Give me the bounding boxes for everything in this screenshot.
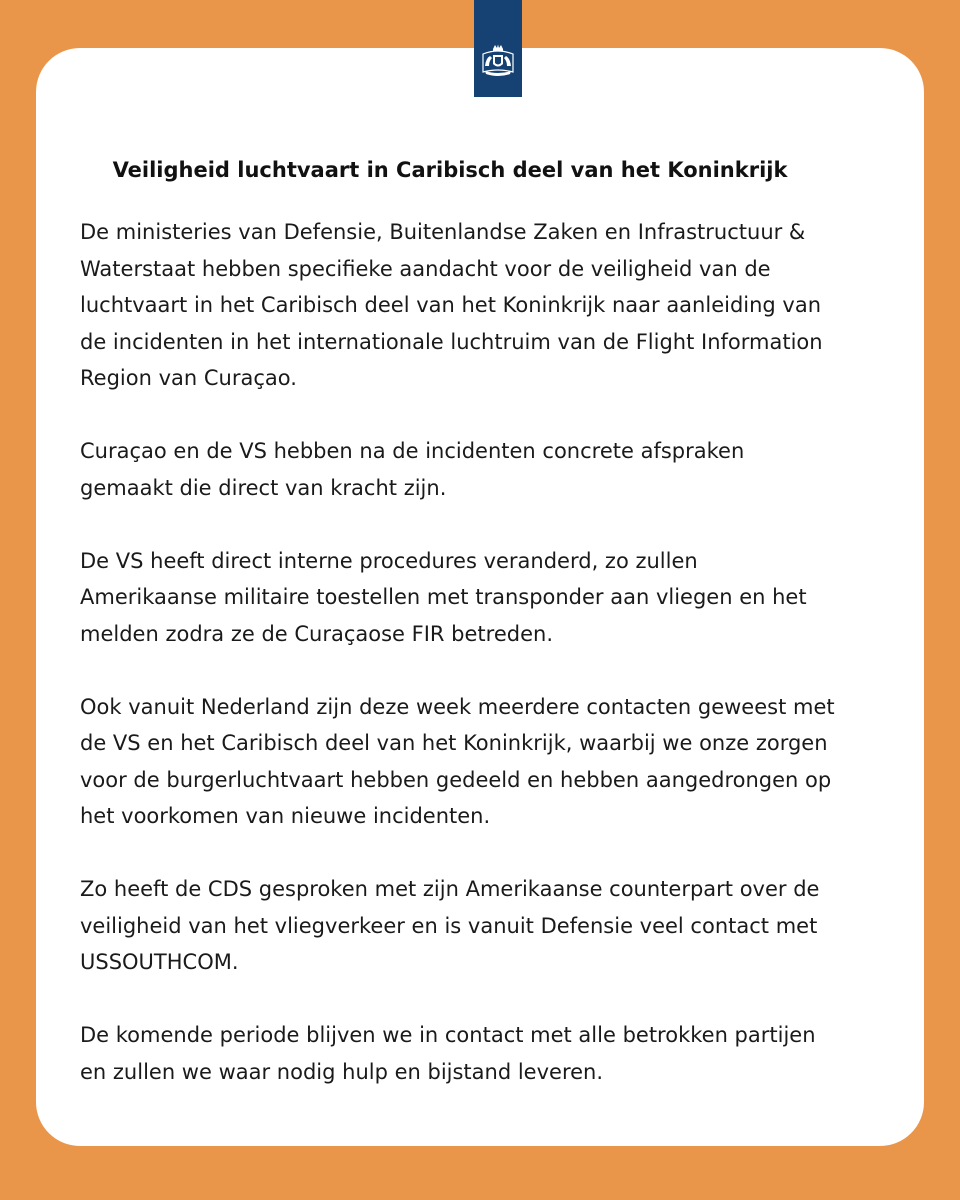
paragraph-5 [80,871,890,981]
text-line: Waterstaat hebben specifieke aandacht voor de veiligheid van de [80,256,771,281]
text-line: Region van Curaçao. [80,366,297,390]
paragraph-1 [80,214,890,397]
logo-ribbon [474,0,522,97]
text-line: De komende periode blijven we in contact met alle betrokken partijen [80,1023,816,1047]
text-line: gemaakt die direct van kracht zijn. [80,475,447,500]
text-line: voor de burgerluchtvaart hebben gedeeld en hebben aangedrongen op [80,767,832,792]
statement [80,150,890,1127]
royal-coat-of-arms-icon [477,44,519,80]
text-line: melden zodra ze de Curaçaose FIR betreden. [80,621,553,646]
paragraph-2 [80,433,890,506]
text-line: de VS en het Caribisch deel van het Koninkrijk, waarbij we onze zorgen [80,731,828,755]
paragraph-3 [80,543,890,653]
text-line: veiligheid van het vliegverkeer en is vanuit Defensie veel contact met [80,913,818,938]
paragraph-4 [80,689,890,835]
text-line: Curaçao en de VS hebben na de incidenten concrete afspraken [80,439,745,463]
text-line: USSOUTHCOM. [80,950,239,974]
text-line: het voorkomen van nieuwe incidenten. [80,804,491,828]
paragraph-6 [80,1017,890,1090]
text-line: de incidenten in het internationale luchtruim van de Flight Information [80,329,823,354]
text-line: luchtvaart in het Caribisch deel van het Koninkrijk naar aanleiding van [80,293,822,317]
text-line: De ministeries van Defensie, Buitenlandse Zaken en Infrastructuur & [80,220,806,244]
page-title: Veiligheid luchtvaart in Caribisch deel van het Koninkrijk [112,158,788,182]
text-line: Ook vanuit Nederland zijn deze week meerdere contacten geweest met [80,694,835,719]
text-line: en zullen we waar nodig hulp en bijstand leveren. [80,1059,604,1084]
text-line: Zo heeft de CDS gesproken met zijn Amerikaanse counterpart over de [80,877,820,901]
text-line: Amerikaanse militaire toestellen met transponder aan vliegen en het [80,585,807,609]
text-line: De VS heeft direct interne procedures veranderd, zo zullen [80,548,698,573]
